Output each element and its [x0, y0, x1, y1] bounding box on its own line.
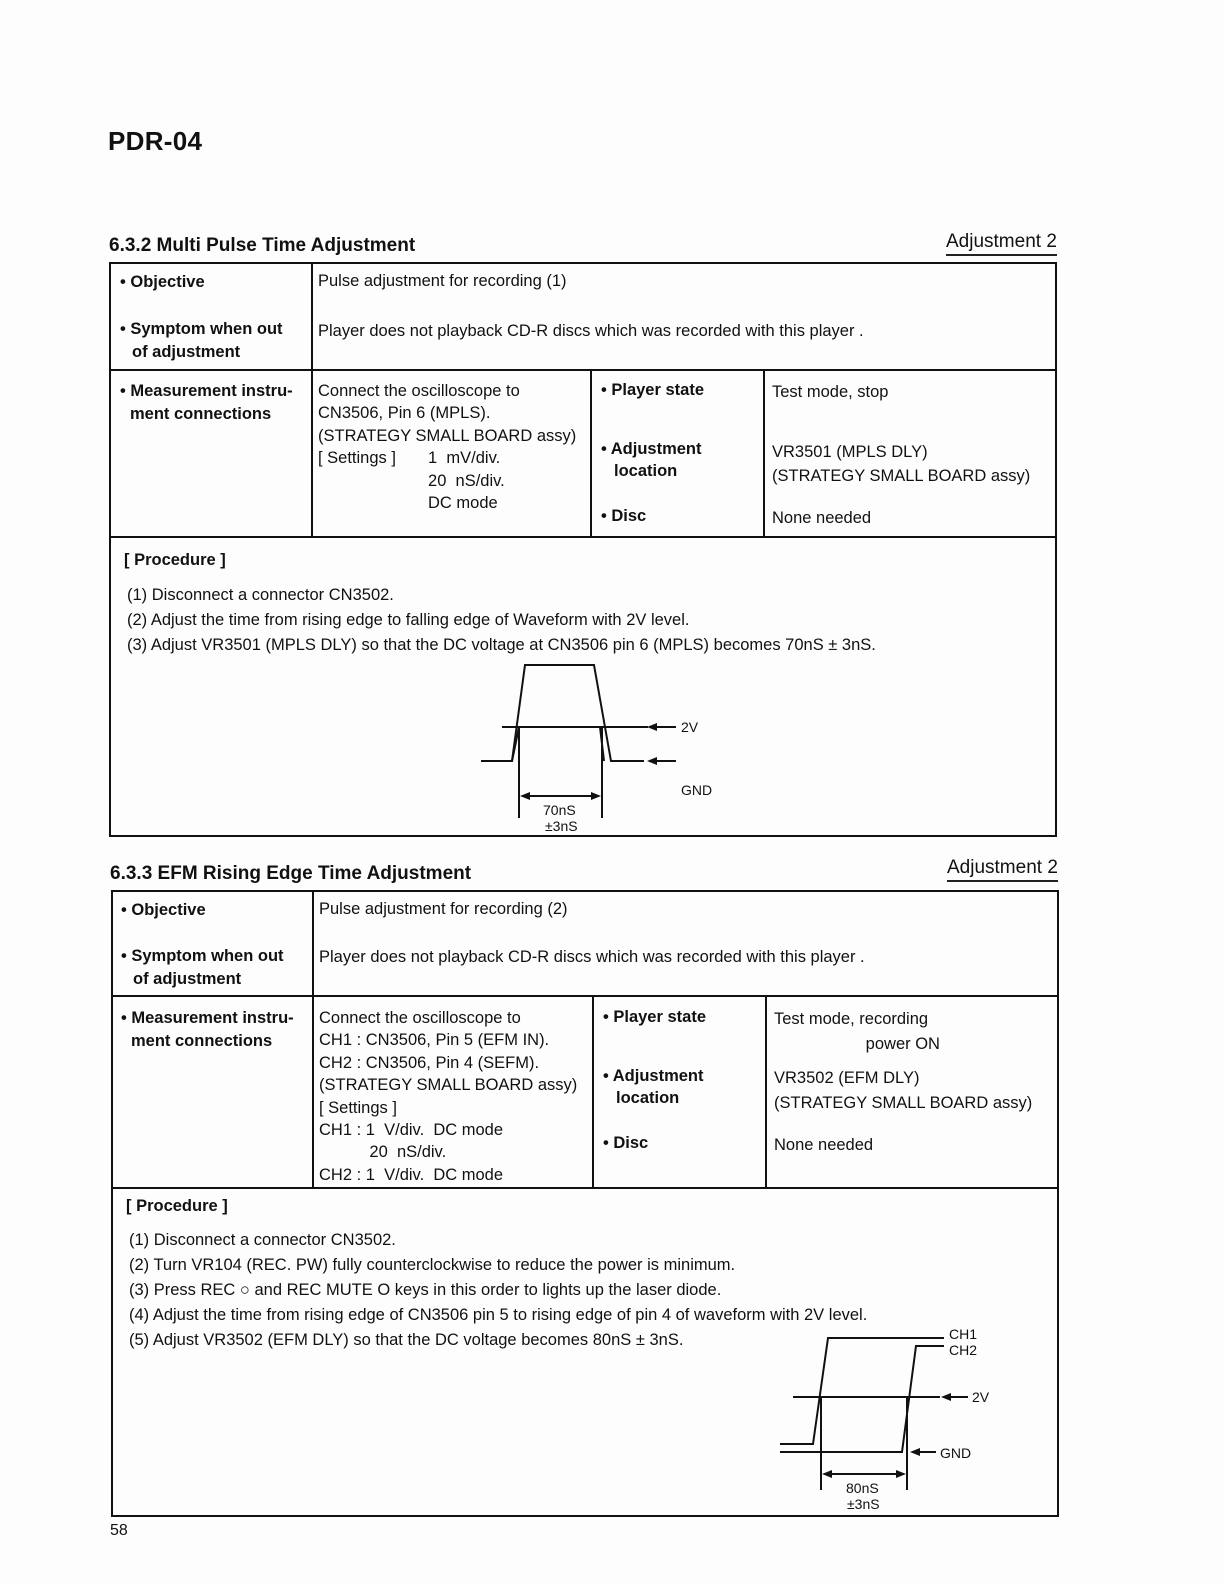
- objective-value: Pulse adjustment for recording (1): [318, 272, 567, 290]
- measurement-line: CH1 : 1 V/div. DC mode: [319, 1121, 504, 1139]
- waveform-ch2-label: CH2: [949, 1342, 978, 1358]
- measurement-line: DC mode: [318, 494, 498, 512]
- disc-value: None needed: [774, 1136, 874, 1154]
- waveform-level-label: 2V: [972, 1389, 990, 1405]
- player-state-label: • Player state: [601, 381, 705, 399]
- objective-value: Pulse adjustment for recording (2): [319, 900, 568, 918]
- waveform-ground-label: GND: [940, 1445, 972, 1461]
- objective-label: • Objective: [121, 901, 206, 919]
- measurement-label: ment connections: [130, 405, 272, 423]
- player-state-value: Test mode, stop: [772, 383, 889, 401]
- page-number: 58: [110, 1522, 128, 1539]
- symptom-label: of adjustment: [133, 970, 242, 988]
- symptom-value: Player does not playback CD-R discs which was recorded with this player .: [318, 322, 864, 340]
- symptom-label: • Symptom when out: [121, 947, 284, 965]
- measurement-line: Connect the oscilloscope to: [319, 1009, 521, 1027]
- measurement-line: CH1 : CN3506, Pin 5 (EFM IN).: [319, 1031, 550, 1049]
- adjustment-tag: Adjustment 2: [947, 857, 1058, 882]
- measurement-label: • Measurement instru-: [120, 382, 293, 400]
- adjustment-location-label: • Adjustment: [601, 440, 702, 458]
- measurement-line: Connect the oscilloscope to: [318, 382, 520, 400]
- waveform-width-label: 70nS: [543, 802, 576, 818]
- procedure-step: (2) Turn VR104 (REC. PW) fully counterclockwise to reduce the power is minimum.: [129, 1256, 736, 1274]
- adjustment-location-value: VR3501 (MPLS DLY): [772, 443, 928, 461]
- procedure-step: (4) Adjust the time from rising edge of CN3506 pin 5 to rising edge of pin 4 of waveform with 2V level.: [129, 1306, 868, 1324]
- procedure-step: (1) Disconnect a connector CN3502.: [129, 1231, 396, 1249]
- disc-label: • Disc: [601, 507, 647, 525]
- procedure-step: (2) Adjust the time from rising edge to falling edge of Waveform with 2V level.: [127, 611, 690, 629]
- measurement-line: 20 nS/div.: [319, 1143, 447, 1161]
- adjustment-location-value: VR3502 (EFM DLY): [774, 1069, 920, 1087]
- adjustment-location-label: location: [614, 462, 678, 480]
- procedure-heading: [ Procedure ]: [126, 1197, 228, 1215]
- waveform-tolerance-label: ±3nS: [545, 818, 578, 834]
- waveform-level-label: 2V: [681, 719, 699, 735]
- symptom-label: • Symptom when out: [120, 320, 283, 338]
- measurement-label: • Measurement instru-: [121, 1009, 294, 1027]
- section-title-efm-rising: 6.3.3 EFM Rising Edge Time Adjustment: [110, 863, 472, 884]
- player-state-value: power ON: [774, 1035, 940, 1053]
- model-title: PDR-04: [108, 126, 203, 156]
- procedure-step: (3) Press REC ○ and REC MUTE O keys in this order to lights up the laser diode.: [129, 1281, 722, 1299]
- measurement-line: [ Settings ]: [319, 1099, 397, 1117]
- adjustment-location-label: • Adjustment: [603, 1067, 704, 1085]
- procedure-step: (5) Adjust VR3502 (EFM DLY) so that the DC voltage becomes 80nS ± 3nS.: [129, 1331, 684, 1349]
- waveform-ch1-label: CH1: [949, 1326, 978, 1342]
- waveform-ground-label: GND: [681, 782, 713, 798]
- player-state-value: Test mode, recording: [774, 1010, 929, 1028]
- waveform-tolerance-label: ±3nS: [847, 1496, 880, 1512]
- procedure-step: (3) Adjust VR3501 (MPLS DLY) so that the DC voltage at CN3506 pin 6 (MPLS) becomes 70nS ± 3nS.: [127, 636, 876, 654]
- adjustment-tag: Adjustment 2: [946, 231, 1057, 256]
- measurement-label: ment connections: [131, 1032, 273, 1050]
- adjustment-location-value: (STRATEGY SMALL BOARD assy): [772, 467, 1031, 485]
- measurement-line: 20 nS/div.: [318, 472, 505, 490]
- measurement-line: CN3506, Pin 6 (MPLS).: [318, 404, 491, 422]
- disc-label: • Disc: [603, 1134, 649, 1152]
- player-state-label: • Player state: [603, 1008, 707, 1026]
- measurement-line: CH2 : CN3506, Pin 4 (SEFM).: [319, 1054, 540, 1072]
- disc-value: None needed: [772, 509, 872, 527]
- procedure-heading: [ Procedure ]: [124, 551, 226, 569]
- adjustment-location-label: location: [616, 1089, 680, 1107]
- measurement-line: (STRATEGY SMALL BOARD assy): [318, 427, 577, 445]
- adjustment-location-value: (STRATEGY SMALL BOARD assy): [774, 1094, 1033, 1112]
- measurement-line: (STRATEGY SMALL BOARD assy): [319, 1076, 578, 1094]
- symptom-value: Player does not playback CD-R discs which was recorded with this player .: [319, 948, 865, 966]
- section-title-multi-pulse: 6.3.2 Multi Pulse Time Adjustment: [109, 235, 416, 256]
- measurement-line: CH2 : 1 V/div. DC mode: [319, 1166, 504, 1184]
- measurement-line: [ Settings ] 1 mV/div.: [318, 449, 501, 467]
- waveform-width-label: 80nS: [846, 1480, 879, 1496]
- symptom-label: of adjustment: [132, 343, 241, 361]
- objective-label: • Objective: [120, 273, 205, 291]
- procedure-step: (1) Disconnect a connector CN3502.: [127, 586, 394, 604]
